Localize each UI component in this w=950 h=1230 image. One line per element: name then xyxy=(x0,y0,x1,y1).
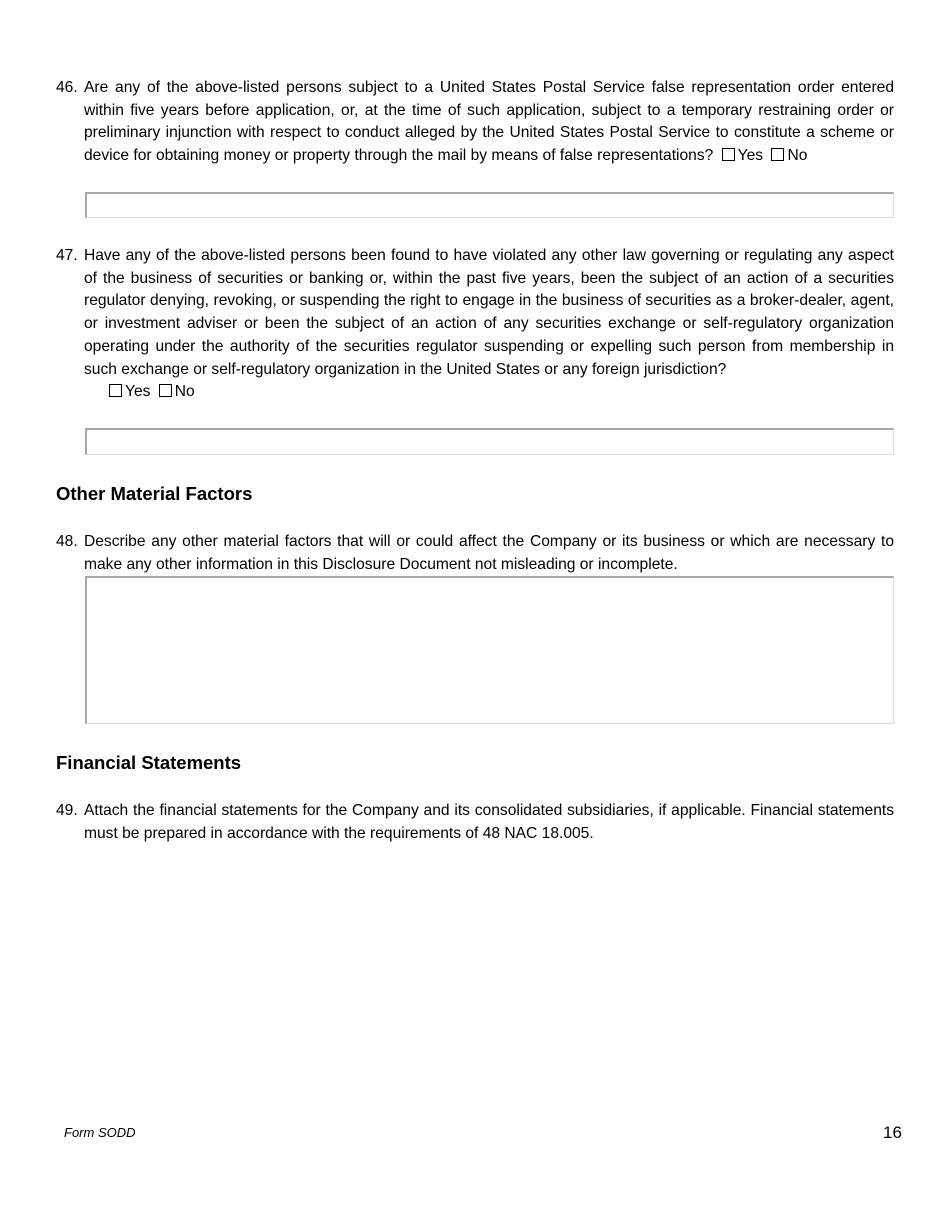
question-text: Are any of the above-listed persons subject to a United States Postal Service false representation order entered within five years before application, or, at the time of such application, subject to a temporary restraining order or preliminary injunction with respect to conduct alleged by the United States Postal Service to constitute a scheme or device for obtaining money or property through the mail by means of false representations? xyxy=(84,79,894,165)
question-text: Describe any other material factors that will or could affect the Company or its business or which are necessary to make any other information in this Disclosure Document not misleading or incomplete. xyxy=(84,533,894,573)
question-49 xyxy=(56,800,894,845)
question-number: 47. xyxy=(56,247,78,264)
question-46-body xyxy=(84,77,894,168)
yes-checkbox[interactable] xyxy=(109,384,122,397)
question-46 xyxy=(56,77,894,168)
section-heading-financial-statements: Financial Statements xyxy=(56,752,242,773)
footer-form-name: Form SODD xyxy=(64,1125,136,1140)
question-number: 48. xyxy=(56,533,78,550)
no-checkbox[interactable] xyxy=(771,148,784,161)
yes-checkbox[interactable] xyxy=(722,148,735,161)
question-47 xyxy=(56,245,894,404)
question-text: Have any of the above-listed persons been found to have violated any other law governing or regulating any aspect of the business of securities or banking or, within the past five years, been the subject of an action of a securities regulator denying, revoking, or suspending the right to engage in the business of securities as a broker-dealer, agent, or investment adviser or been the subject of an action of any securities exchange or self-regulatory organization operating under the authority of the securities regulator suspending or expelling such person from membership in such exchange or self-regulatory organization in the United States or any foreign jurisdiction? xyxy=(84,247,894,378)
page-number: 16 xyxy=(883,1123,902,1142)
question-number: 49. xyxy=(56,802,78,819)
answer-field-46[interactable] xyxy=(85,192,894,218)
question-47-options xyxy=(84,381,894,404)
section-heading-other-material-factors: Other Material Factors xyxy=(56,483,253,504)
answer-field-47[interactable] xyxy=(85,428,894,455)
no-checkbox[interactable] xyxy=(159,384,172,397)
yes-label: Yes xyxy=(125,383,151,401)
question-text: Attach the financial statements for the Company and its consolidated subsidiaries, if applicable. Financial statements must be prepared in accordance with the requirements of 48 NAC 18.005. xyxy=(84,802,894,842)
question-47-body xyxy=(84,245,894,381)
question-48 xyxy=(56,531,894,576)
question-number: 46. xyxy=(56,79,78,96)
no-label: No xyxy=(787,147,808,165)
no-label: No xyxy=(174,383,195,401)
yes-label: Yes xyxy=(737,147,764,165)
answer-field-48[interactable] xyxy=(85,576,894,724)
